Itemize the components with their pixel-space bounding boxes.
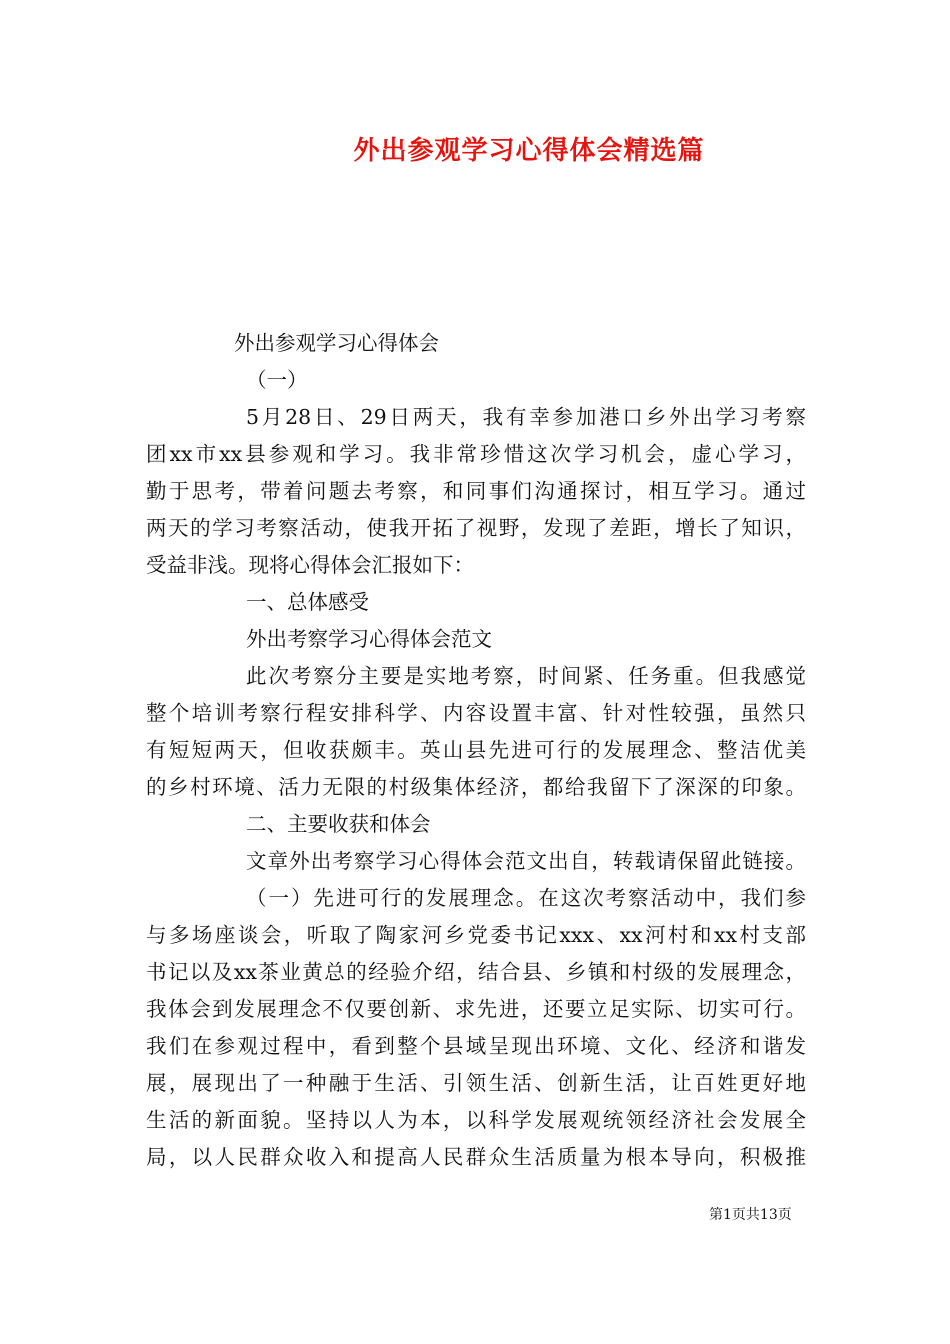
text-line: 文章外出考察学习心得体会范文出自，转载请保留此链接。 <box>246 849 806 873</box>
text-line: 与多场座谈会，听取了陶家河乡党委书记xxx、xx河村和xx村支部 <box>146 923 806 947</box>
text-line: 有短短两天，但收获颇丰。英山县先进可行的发展理念、整洁优美 <box>146 738 806 762</box>
text-line: 的乡村环境、活力无限的村级集体经济，都给我留下了深深的印象。 <box>146 775 806 799</box>
text-line: （一） <box>246 368 308 392</box>
text-line: 勤于思考，带着问题去考察，和同事们沟通探讨，相互学习。通过 <box>146 479 806 503</box>
text-line: 外出参观学习心得体会 <box>234 331 439 355</box>
text-line: 一、总体感受 <box>246 590 369 614</box>
text-line: （一）先进可行的发展理念。在这次考察活动中，我们参 <box>246 886 806 910</box>
text-line: 书记以及xx茶业黄总的经验介绍，结合县、乡镇和村级的发展理念， <box>146 960 806 984</box>
text-line: 局，以人民群众收入和提高人民群众生活质量为根本导向，积极推 <box>146 1145 806 1169</box>
text-line: 我体会到发展理念不仅要创新、求先进，还要立足实际、切实可行。 <box>146 997 806 1021</box>
text-line: 受益非浅。现将心得体会汇报如下： <box>146 553 474 577</box>
text-line: 5月28日、29日两天，我有幸参加港口乡外出学习考察 <box>246 405 806 429</box>
document-body <box>146 325 806 1176</box>
text-line: 两天的学习考察活动，使我开拓了视野，发现了差距，增长了知识， <box>146 516 806 540</box>
page-footer: 第1页共13页 <box>709 1207 792 1223</box>
text-line: 生活的新面貌。坚持以人为本，以科学发展观统领经济社会发展全 <box>146 1108 806 1132</box>
text-line: 我们在参观过程中，看到整个县域呈现出环境、文化、经济和谐发 <box>146 1034 806 1058</box>
text-line: 展，展现出了一种融于生活、引领生活、创新生活，让百姓更好地 <box>146 1071 806 1095</box>
text-line: 整个培训考察行程安排科学、内容设置丰富、针对性较强，虽然只 <box>146 701 806 725</box>
text-line: 此次考察分主要是实地考察，时间紧、任务重。但我感觉 <box>246 664 806 688</box>
document-title: 外出参观学习心得体会精选篇 <box>353 136 705 166</box>
text-line: 外出考察学习心得体会范文 <box>246 627 492 651</box>
text-line: 二、主要收获和体会 <box>246 812 431 836</box>
text-line: 团xx市xx县参观和学习。我非常珍惜这次学习机会，虚心学习， <box>146 442 806 466</box>
